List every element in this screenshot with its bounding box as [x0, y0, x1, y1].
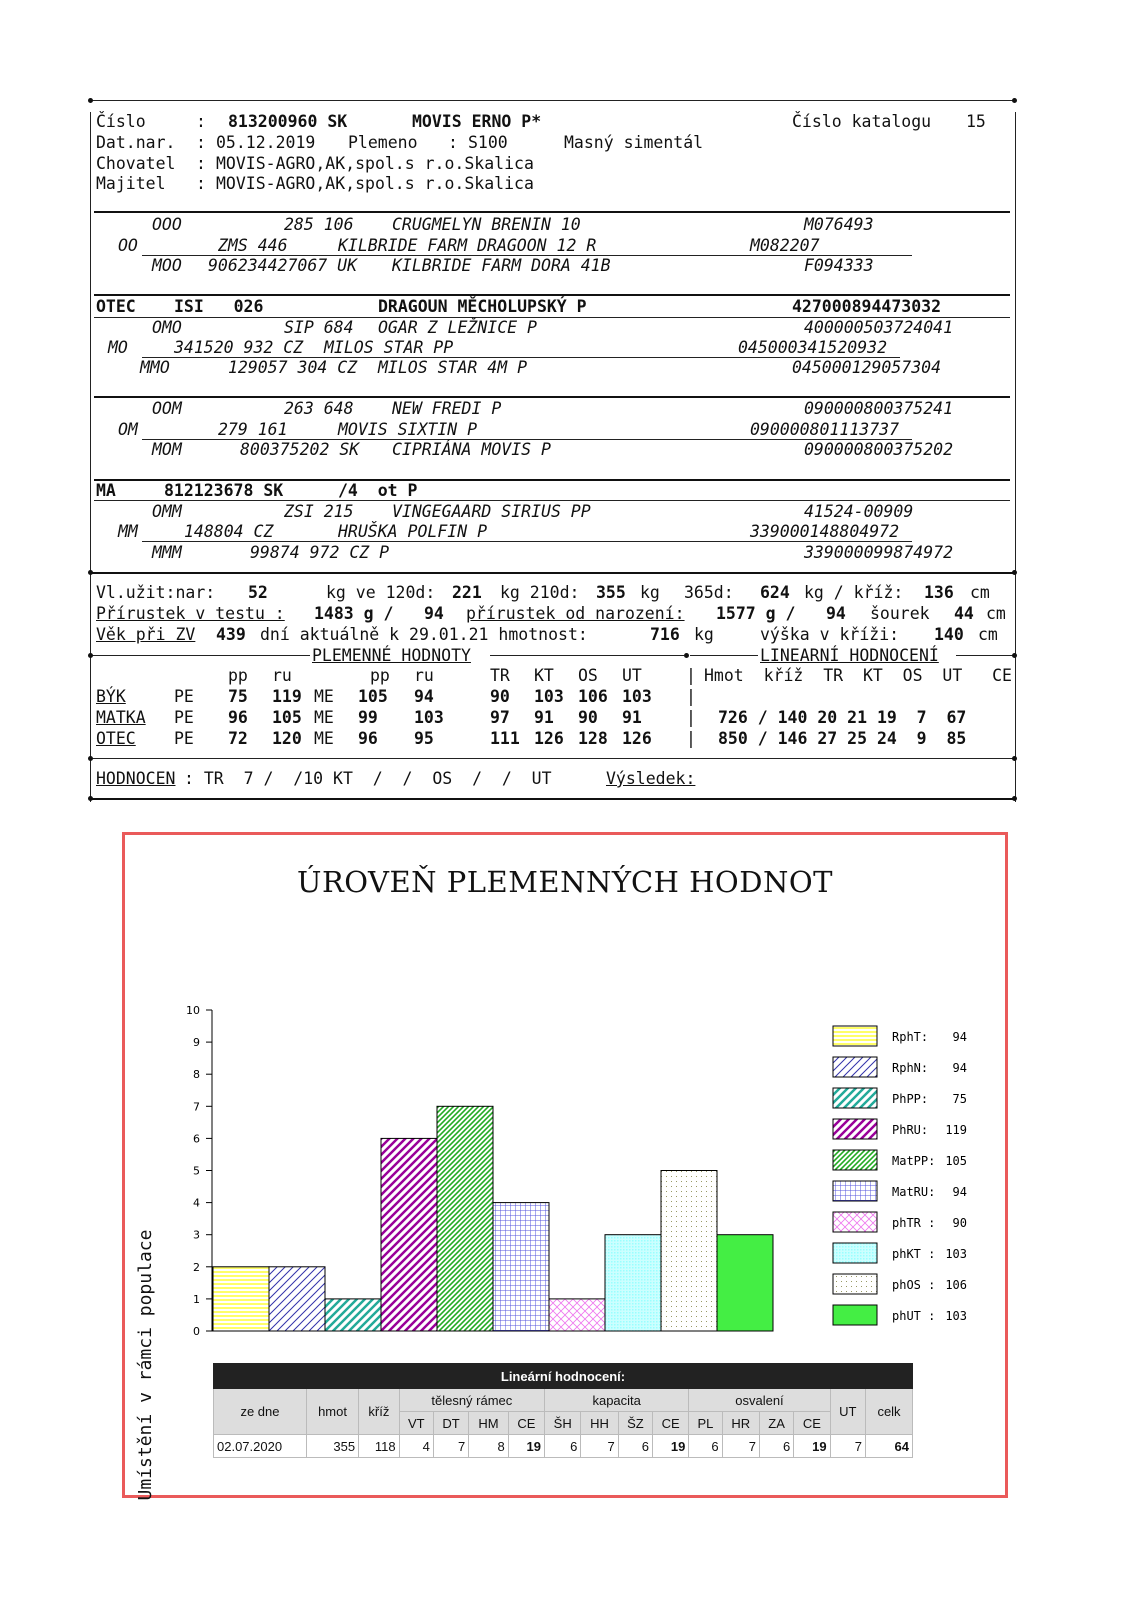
legend-swatch: [833, 1212, 877, 1232]
col-celk: celk: [866, 1389, 913, 1435]
colon: :: [196, 154, 206, 173]
moo-name: KILBRIDE FARM DORA 41B: [392, 256, 611, 275]
oom-name: NEW FREDI P: [392, 399, 502, 418]
section-divider: [94, 396, 1010, 398]
prir-index: 94: [424, 604, 444, 623]
bv-pe: PE: [174, 708, 194, 727]
mom-reg: 090000800375202: [804, 440, 954, 459]
vek-text: dní aktuálně k 29.01.21 hmotnost:: [260, 625, 588, 644]
divider-bar: |: [686, 687, 696, 706]
row-celk: 64: [866, 1435, 913, 1458]
bv-linear: 726 / 140 20 21 19 7 67: [718, 708, 967, 727]
bar-phtr: [549, 1299, 605, 1331]
dam-id: 812123678 SK: [164, 481, 284, 500]
vek-label: Věk při ZV: [96, 625, 196, 644]
divider-bar: |: [686, 708, 696, 727]
legend-label: RphT:: [892, 1030, 929, 1044]
bv-me: ME: [314, 729, 334, 748]
legend-value: 105: [945, 1154, 967, 1168]
om-reg: 090000801113737: [750, 420, 900, 439]
bv-kt: 103: [534, 687, 564, 706]
prir-value: 1483 g /: [314, 604, 394, 623]
omm-code: OMM: [152, 502, 182, 521]
omm-name: VINGEGAARD SIRIUS PP: [392, 502, 591, 521]
animal-number: 813200960 SK: [228, 112, 348, 131]
bv-me_pp: 99: [358, 708, 378, 727]
sire-code: OTEC: [96, 297, 136, 316]
hmotnost-value: 716: [650, 625, 680, 644]
frame-left: [90, 112, 91, 802]
bv-me_pp: 96: [358, 729, 378, 748]
hodnocen-label: HODNOCEN: [96, 769, 176, 788]
frame-dot: [1012, 570, 1017, 575]
frame-dot: [1012, 98, 1017, 103]
moo-id: 906234427067 UK: [208, 256, 358, 275]
legend-value: 103: [945, 1309, 967, 1323]
legend-label: PhRU:: [892, 1123, 929, 1137]
breeding-values-title: PLEMENNÉ HODNOTY: [312, 646, 471, 665]
y-tick-label: 8: [193, 1068, 200, 1082]
bar-phpp: [325, 1299, 381, 1331]
row-value: 6: [759, 1435, 793, 1458]
sourek-value: 44: [954, 604, 974, 623]
mm-code: MM: [118, 522, 138, 541]
section-divider: [94, 294, 1010, 296]
sire-name: DRAGOUN MĚCHOLUPSKÝ P: [378, 297, 587, 316]
bv-me: ME: [314, 687, 334, 706]
legend-value: 119: [945, 1123, 967, 1137]
subheader: HH: [581, 1412, 618, 1435]
y-tick-label: 10: [186, 1004, 200, 1017]
row-ut: 7: [830, 1435, 865, 1458]
bar-rphn: [269, 1267, 325, 1331]
col-hmot: hmot: [307, 1389, 359, 1435]
legend-label: MatRU:: [892, 1185, 936, 1199]
bar-phos: [661, 1171, 717, 1332]
kg120-value: 221: [452, 583, 482, 602]
y-tick-label: 9: [193, 1036, 200, 1050]
prir-label: Přírustek v testu :: [96, 604, 285, 623]
frame-dot: [88, 98, 93, 103]
section-divider: [90, 655, 310, 656]
om-id: 279 161: [218, 420, 288, 439]
legend-label: phKT :: [892, 1247, 936, 1261]
row-value: 6: [618, 1435, 652, 1458]
kg210-value: 355: [596, 583, 626, 602]
chart-title: ÚROVEŇ PLEMENNÝCH HODNOT: [297, 865, 833, 899]
breed-code: S100: [468, 133, 508, 152]
ooo-name: CRUGMELYN BRENIN 10: [392, 215, 581, 234]
section-divider: [490, 655, 684, 656]
colon: :: [196, 112, 206, 131]
mmo-code: MMO: [140, 358, 170, 377]
row-value: 19: [653, 1435, 689, 1458]
d365-label: 365d:: [684, 583, 734, 602]
subheader: ŠH: [545, 1412, 581, 1435]
legend-value: 94: [952, 1061, 967, 1075]
prirnar-label: přírustek od narození:: [466, 604, 685, 623]
legend-label: phOS :: [892, 1278, 936, 1292]
bv-label: MATKA: [96, 708, 146, 727]
legend-swatch: [833, 1181, 877, 1201]
bv-label: OTEC: [96, 729, 136, 748]
bv-ut: 91: [622, 708, 642, 727]
bv-pe: PE: [174, 687, 194, 706]
row-hmot: 355: [307, 1435, 359, 1458]
mom-id: 800375202 SK: [240, 440, 360, 459]
bar-phut: [717, 1235, 773, 1331]
divider-bar: |: [686, 729, 696, 748]
legend-label: phUT :: [892, 1309, 936, 1323]
cm-unit: cm: [970, 583, 990, 602]
oo-code: OO: [118, 236, 138, 255]
subheader: VT: [399, 1412, 433, 1435]
dam-code: MA: [96, 481, 116, 500]
linear-headers: Hmot kříž TR KT OS UT CE: [704, 666, 1012, 685]
bv-pe_pp: 96: [228, 708, 248, 727]
vyska-value: 140: [934, 625, 964, 644]
bv-ut: 103: [622, 687, 652, 706]
subheader: CE: [794, 1412, 830, 1435]
omo-reg: 400000503724041: [804, 318, 954, 337]
table-row: [214, 1435, 913, 1458]
mmo-name: MILOS STAR 4M P: [378, 358, 528, 377]
mmm-reg: 339000099874972: [804, 543, 954, 562]
bv-pe_pp: 75: [228, 687, 248, 706]
kg-unit: kg: [694, 625, 714, 644]
bv-linear: 850 / 146 27 25 24 9 85: [718, 729, 967, 748]
ooo-reg: M076493: [804, 215, 874, 234]
bv-ut: 126: [622, 729, 652, 748]
hodnocen-text: : TR 7 / /10 KT / / OS / / UT: [184, 769, 552, 788]
mom-code: MOM: [152, 440, 182, 459]
col-pp: pp: [228, 666, 248, 685]
kg-unit: kg: [640, 583, 660, 602]
col-ut: UT: [622, 666, 642, 685]
subheader: DT: [433, 1412, 468, 1435]
subheader: HM: [469, 1412, 508, 1435]
oo-id: ZMS 446: [218, 236, 288, 255]
bv-me: ME: [314, 708, 334, 727]
catalog-number: 15: [966, 112, 986, 131]
bv-os: 90: [578, 708, 598, 727]
mo-name: MILOS STAR PP: [324, 338, 454, 357]
omm-reg: 41524-00909: [804, 502, 914, 521]
om-code: OM: [118, 420, 138, 439]
prirnar-index: 94: [826, 604, 846, 623]
kriz-value: 136: [924, 583, 954, 602]
bv-tr: 97: [490, 708, 510, 727]
birthdate-value: 05.12.2019: [216, 133, 316, 152]
oom-id: 263 648: [284, 399, 354, 418]
row-value: 19: [794, 1435, 830, 1458]
animal-name: MOVIS ERNO P*: [412, 112, 542, 131]
bv-pe_ru: 105: [272, 708, 302, 727]
row-kriz: 118: [359, 1435, 400, 1458]
bar-matpp: [437, 1106, 493, 1331]
ooo-id: 285 106: [284, 215, 354, 234]
y-tick-label: 7: [193, 1100, 200, 1114]
bv-me_ru: 95: [414, 729, 434, 748]
legend-label: PhPP:: [892, 1092, 929, 1106]
y-tick-label: 5: [193, 1164, 200, 1178]
omo-id: SIP 684: [284, 318, 354, 337]
sourek-label: šourek: [870, 604, 930, 623]
legend-value: 106: [945, 1278, 967, 1292]
chart-plot: [125, 835, 1005, 1355]
mm-underline: [142, 541, 912, 542]
bar-matru: [493, 1203, 549, 1331]
bv-pe_ru: 119: [272, 687, 302, 706]
frame-bottom: [90, 798, 1014, 800]
subheader: PL: [689, 1412, 722, 1435]
subheader: ŠZ: [618, 1412, 652, 1435]
breeder-value: MOVIS-AGRO,AK,spol.s r.o.Skalica: [216, 154, 534, 173]
omm-id: ZSI 215: [284, 502, 354, 521]
bv-kt: 91: [534, 708, 554, 727]
cislo-label: Číslo: [96, 112, 146, 131]
kg120-label: kg ve 120d:: [326, 583, 436, 602]
moo-code: MOO: [152, 256, 182, 275]
mmo-id: 129057 304 CZ: [228, 358, 358, 377]
bv-label: BÝK: [96, 687, 126, 706]
moo-reg: F094333: [804, 256, 874, 275]
row-value: 6: [545, 1435, 581, 1458]
legend-value: 103: [945, 1247, 967, 1261]
linear-table-title: Lineární hodnocení:: [214, 1364, 913, 1389]
row-value: 6: [689, 1435, 722, 1458]
frame-dot: [1012, 653, 1017, 658]
col-os: OS: [578, 666, 598, 685]
frame-dot: [88, 756, 93, 761]
owner-label: Majitel: [96, 174, 166, 193]
bv-me_ru: 94: [414, 687, 434, 706]
frame-dot: [684, 653, 689, 658]
bv-os: 128: [578, 729, 608, 748]
bv-pe: PE: [174, 729, 194, 748]
mom-name: CIPRIÁNA MOVIS P: [392, 440, 551, 459]
mo-reg: 045000341520932: [738, 338, 888, 357]
col-ru: ru: [272, 666, 292, 685]
subheader: HR: [722, 1412, 759, 1435]
legend-swatch: [833, 1026, 877, 1046]
pedigree-card: [88, 98, 1048, 818]
cm-unit: cm: [986, 604, 1006, 623]
col-pp: pp: [370, 666, 390, 685]
row-date: 02.07.2020: [214, 1435, 307, 1458]
y-tick-label: 1: [193, 1292, 200, 1306]
subheader: CE: [508, 1412, 544, 1435]
oom-code: OOM: [152, 399, 182, 418]
legend-value: 94: [952, 1030, 967, 1044]
legend-swatch: [833, 1119, 877, 1139]
legend-swatch: [833, 1088, 877, 1108]
legend-swatch: [833, 1057, 877, 1077]
y-tick-label: 2: [193, 1260, 200, 1274]
subheader: CE: [653, 1412, 689, 1435]
row-value: 7: [581, 1435, 618, 1458]
catalog-label: Číslo katalogu: [792, 112, 932, 131]
col-kt: KT: [534, 666, 554, 685]
linear-evaluation-table: [213, 1363, 913, 1458]
col-kriz: kříž: [359, 1389, 400, 1435]
legend-swatch: [833, 1150, 877, 1170]
legend-swatch: [833, 1243, 877, 1263]
legend-label: phTR :: [892, 1216, 936, 1230]
mm-reg: 339000148804972: [750, 522, 900, 541]
bar-rpht: [213, 1267, 269, 1331]
oo-reg: M082207: [750, 236, 820, 255]
vl-value: 52: [248, 583, 268, 602]
row-value: 8: [469, 1435, 508, 1458]
group-capacity: kapacita: [545, 1389, 689, 1412]
bv-pe_pp: 72: [228, 729, 248, 748]
cm-unit: cm: [978, 625, 998, 644]
bar-phkt: [605, 1235, 661, 1331]
vyska-label: výška v kříži:: [760, 625, 900, 644]
mo-id: 341520 932 CZ: [174, 338, 304, 357]
dam-underline: [94, 500, 1010, 501]
col-ut: UT: [830, 1389, 865, 1435]
legend-value: 94: [952, 1185, 967, 1199]
section-divider: [690, 655, 758, 656]
sire-reg: 427000894473032: [792, 297, 942, 316]
frame-right: [1015, 112, 1016, 802]
mm-name: HRUŠKA POLFIN P: [338, 522, 488, 541]
chart-y-axis-label: Umístění v rámci populace: [135, 1229, 156, 1501]
col-date: ze dne: [214, 1389, 307, 1435]
row-value: 4: [399, 1435, 433, 1458]
breeder-label: Chovatel: [96, 154, 176, 173]
owner-value: MOVIS-AGRO,AK,spol.s r.o.Skalica: [216, 174, 534, 193]
mm-id: 148804 CZ: [184, 522, 274, 541]
breeding-values-chart: [122, 832, 1008, 1501]
vek-value: 439: [216, 625, 246, 644]
col-ru: ru: [414, 666, 434, 685]
linear-title: LINEARNÍ HODNOCENÍ: [760, 646, 939, 665]
group-frame: tělesný rámec: [399, 1389, 544, 1412]
legend-value: 75: [952, 1092, 967, 1106]
mmo-reg: 045000129057304: [792, 358, 942, 377]
colon: :: [448, 133, 458, 152]
bv-tr: 90: [490, 687, 510, 706]
colon: :: [196, 133, 206, 152]
omo-name: OGAR Z LEŽNICE P: [378, 318, 537, 337]
row-value: 7: [433, 1435, 468, 1458]
frame-dot: [88, 653, 93, 658]
legend-label: MatPP:: [892, 1154, 936, 1168]
ooo-code: OOO: [152, 215, 182, 234]
bv-tr: 111: [490, 729, 520, 748]
y-tick-label: 3: [193, 1228, 200, 1242]
bv-pe_ru: 120: [272, 729, 302, 748]
col-tr: TR: [490, 666, 510, 685]
birthdate-label: Dat.nar.: [96, 133, 176, 152]
legend-value: 90: [952, 1216, 967, 1230]
y-tick-label: 4: [193, 1196, 200, 1210]
breed-name: Masný simentál: [564, 133, 704, 152]
bar-phru: [381, 1138, 437, 1331]
kriz-label: kg / kříž:: [804, 583, 904, 602]
row-value: 7: [722, 1435, 759, 1458]
bv-kt: 126: [534, 729, 564, 748]
kg210-label: kg 210d:: [500, 583, 580, 602]
mmm-code: MMM: [152, 543, 182, 562]
colon: :: [196, 174, 206, 193]
om-name: MOVIS SIXTIN P: [338, 420, 478, 439]
legend-swatch: [833, 1274, 877, 1294]
prirnar-value: 1577 g /: [716, 604, 796, 623]
group-muscling: osvalení: [689, 1389, 830, 1412]
breed-label: Plemeno: [348, 133, 418, 152]
legend-label: RphN:: [892, 1061, 929, 1075]
bv-me_ru: 103: [414, 708, 444, 727]
omo-code: OMO: [152, 318, 182, 337]
frame-dot: [88, 570, 93, 575]
y-tick-label: 0: [193, 1325, 200, 1338]
section-divider: [94, 211, 1010, 213]
subheader: ZA: [759, 1412, 793, 1435]
frame-dot: [88, 796, 93, 801]
mmm-id: 99874 972 CZ P: [250, 543, 390, 562]
y-tick-label: 6: [193, 1132, 200, 1146]
oom-reg: 090000800375241: [804, 399, 954, 418]
mo-code: MO: [108, 338, 128, 357]
section-divider: [956, 655, 1014, 656]
frame-dot: [1012, 756, 1017, 761]
vysledek-label: Výsledek:: [606, 769, 696, 788]
bv-os: 106: [578, 687, 608, 706]
oo-name: KILBRIDE FARM DRAGOON 12 R: [338, 236, 597, 255]
bv-me_pp: 105: [358, 687, 388, 706]
frame-dot: [1012, 796, 1017, 801]
sire-id: ISI 026: [174, 297, 264, 316]
section-divider: [90, 758, 1014, 759]
d365-value: 624: [760, 583, 790, 602]
dam-name: /4 ot P: [338, 481, 418, 500]
divider-bar: |: [686, 666, 696, 685]
frame-top: [90, 100, 1014, 101]
row-value: 19: [508, 1435, 544, 1458]
legend-swatch: [833, 1305, 877, 1325]
section-divider: [90, 572, 1014, 574]
vl-label: Vl.užit:nar:: [96, 583, 216, 602]
